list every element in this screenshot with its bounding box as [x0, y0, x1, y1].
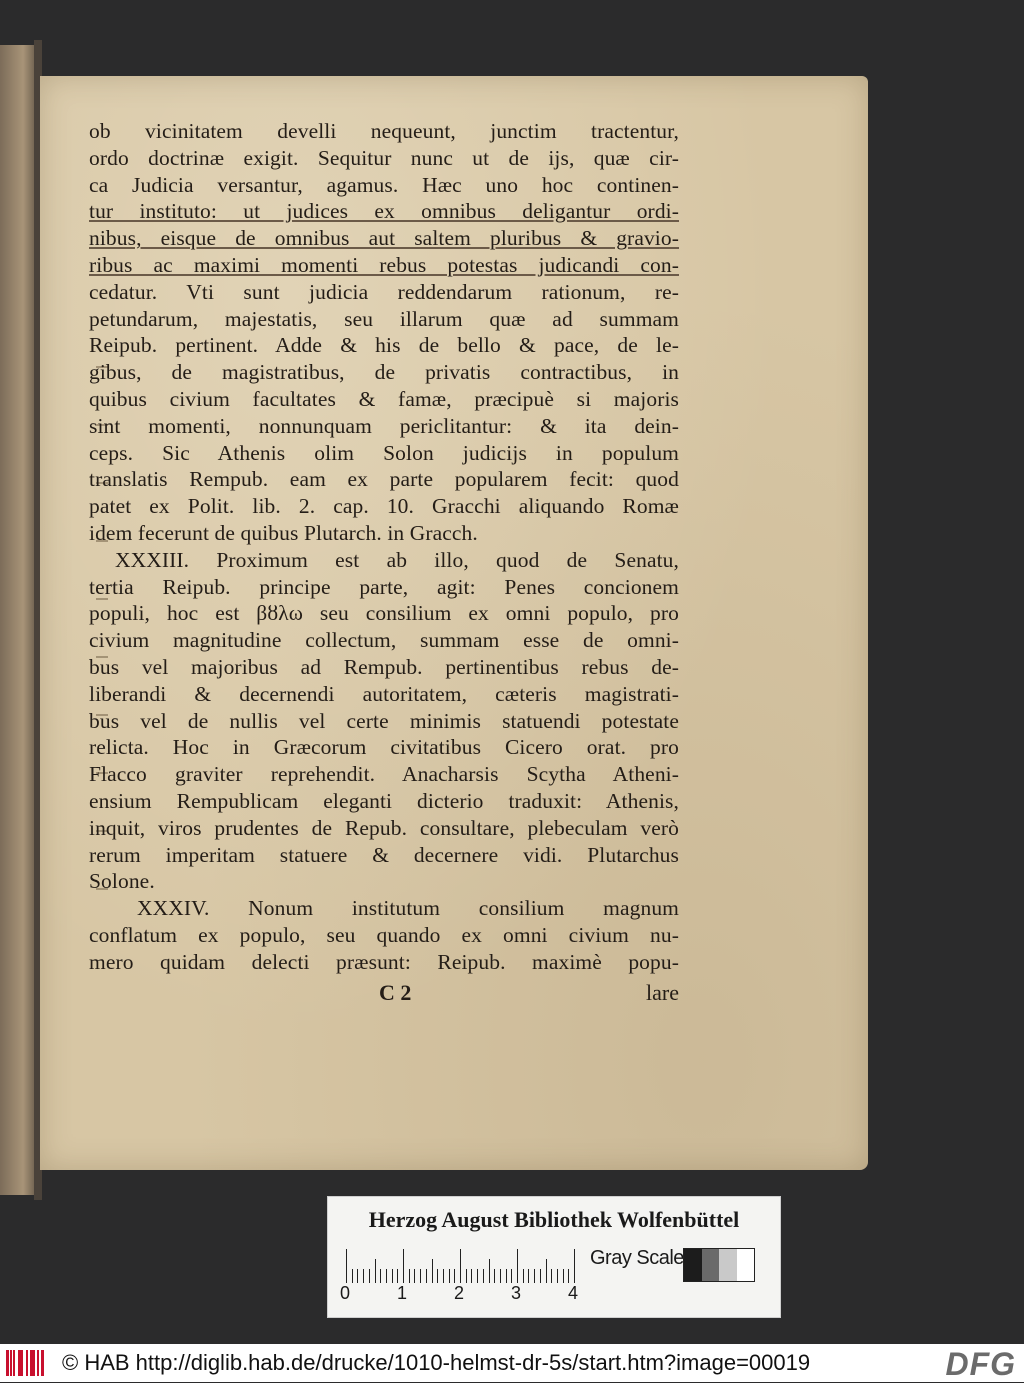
- text-line: Reipub. pertinent. Adde & his de bello & pace, de le-: [89, 333, 679, 358]
- ruler-tick: [454, 1269, 455, 1283]
- text-line: bus vel majoribus ad Rempub. pertinentibus rebus de-: [89, 654, 679, 679]
- ruler-tick: [363, 1269, 364, 1283]
- ruler-tick: [483, 1269, 484, 1283]
- text-line: translatis Rempub. eam ex parte popularem fecit: quod: [89, 467, 679, 492]
- ruler-tick: [489, 1259, 490, 1283]
- text-line: tertia Reipub. principe parte, agit: Penes concionem: [89, 574, 679, 599]
- ruler-label: 1: [397, 1283, 408, 1303]
- card-title: Herzog August Bibliothek Wolfenbüttel: [368, 1207, 740, 1232]
- gray-swatch-cell: [684, 1249, 702, 1281]
- ruler-tick: [557, 1269, 558, 1283]
- ruler-tick: [546, 1259, 547, 1283]
- ruler-tick: [409, 1269, 410, 1283]
- ruler-tick: [574, 1249, 575, 1283]
- text-line: ensium Rempublicam eleganti dicterio traduxit: Athenis,: [89, 788, 679, 813]
- barcode-bar: [33, 1350, 35, 1376]
- ruler-tick: [432, 1259, 433, 1283]
- text-line: petundarum, majestatis, seu illarum quæ ad summam: [89, 306, 679, 331]
- text-line: ceps. Sic Athenis olim Solon judicijs in populum: [89, 440, 679, 465]
- catchword: lare: [646, 980, 679, 1005]
- ruler-tick: [380, 1269, 381, 1283]
- ruler-tick: [534, 1269, 535, 1283]
- ruler-tick: [403, 1249, 404, 1283]
- text-line: civium magnitudine collectum, summam esse de omni-: [89, 628, 679, 653]
- text-line: mero quidam delecti præsunt: Reipub. maximè popu-: [89, 949, 679, 974]
- text-line: rerum imperitam statuere & decernere vidi. Plutarchus: [89, 842, 679, 867]
- text-line: patet ex Polit. lib. 2. cap. 10. Gracchi aliquando Romæ: [89, 494, 679, 519]
- cm-ruler: [346, 1247, 578, 1283]
- text-line: ribus ac maximi momenti rebus potestas judicandi con-: [89, 252, 679, 277]
- text-line: conflatum ex populo, seu quando ex omni civium nu-: [89, 922, 679, 947]
- barcode-bar: [13, 1350, 15, 1376]
- ruler-tick: [357, 1269, 358, 1283]
- ruler-tick: [540, 1269, 541, 1283]
- ruler-tick: [523, 1269, 524, 1283]
- barcode-icon: [6, 1350, 46, 1376]
- text-line: XXXIV. Nonum institutum consilium magnum: [137, 896, 679, 921]
- ruler-tick: [369, 1269, 370, 1283]
- ruler-tick: [551, 1269, 552, 1283]
- gray-swatch-cell: [719, 1249, 737, 1281]
- viewer-footer: [0, 1344, 1024, 1382]
- ruler-labels: [340, 1283, 600, 1307]
- barcode-bar: [10, 1350, 12, 1376]
- ruler-tick: [460, 1249, 461, 1283]
- text-line: XXXIII. Proximum est ab illo, quod de Senatu,: [115, 547, 679, 572]
- text-line: idem fecerunt de quibus Plutarch. in Gracch.: [89, 520, 478, 545]
- text-line: bus vel de nullis vel certe minimis statuendi potestate: [89, 708, 679, 733]
- gray-swatch-cell: [702, 1249, 720, 1281]
- ruler-tick: [426, 1269, 427, 1283]
- text-line: cedatur. Vti sunt judicia reddendarum rationum, re-: [89, 279, 679, 304]
- text-line: ob vicinitatem develli nequeunt, junctim tractentur,: [89, 119, 679, 143]
- ruler-tick: [471, 1269, 472, 1283]
- ruler-tick: [568, 1269, 569, 1283]
- ruler-tick: [506, 1269, 507, 1283]
- ruler-tick: [386, 1269, 387, 1283]
- barcode-bar: [21, 1350, 23, 1376]
- text-line: liberandi & decernendi autoritatem, cæteris magistrati-: [89, 681, 679, 706]
- text-line: sint momenti, nonnunquam periclitantur: & ita dein-: [89, 413, 679, 438]
- ruler-tick: [466, 1269, 467, 1283]
- ruler-tick: [437, 1269, 438, 1283]
- gray-scale-swatch: [683, 1248, 755, 1282]
- page-footer-line: [89, 980, 679, 1010]
- barcode-bar: [26, 1350, 28, 1376]
- ruler-tick: [414, 1269, 415, 1283]
- ruler-tick: [443, 1269, 444, 1283]
- text-line: ca Judicia versantur, agamus. Hæc uno hoc continen-: [89, 172, 679, 197]
- ruler-label: 4: [568, 1283, 579, 1303]
- text-line: Flacco graviter reprehendit. Anacharsis Scytha Atheni-: [89, 762, 679, 787]
- barcode-bar: [6, 1350, 9, 1376]
- ruler-label: 3: [511, 1283, 522, 1303]
- ruler-tick: [477, 1269, 478, 1283]
- text-line: quibus civium facultates & famæ, præcipuè si majoris: [89, 386, 679, 411]
- ruler-tick: [511, 1269, 512, 1283]
- ruler-tick: [500, 1269, 501, 1283]
- ruler-label: 0: [340, 1283, 351, 1303]
- text-line: Solone.: [89, 869, 155, 894]
- barcode-bar: [41, 1350, 44, 1376]
- ruler-tick: [352, 1269, 353, 1283]
- ruler-label: 2: [454, 1283, 465, 1303]
- ruler-tick: [346, 1249, 347, 1283]
- ruler-tick: [517, 1249, 518, 1283]
- copyright-url[interactable]: © HAB http://diglib.hab.de/drucke/1010-helmst-dr-5s/start.htm?image=00019: [62, 1350, 811, 1375]
- text-line: gibus, de magistratibus, de privatis contractibus, in: [89, 360, 679, 385]
- text-line: inquit, viros prudentes de Repub. consultare, plebeculam verò: [89, 815, 679, 840]
- signature-mark: C 2: [379, 980, 412, 1005]
- ruler-tick: [494, 1269, 495, 1283]
- gray-swatch-cell: [737, 1249, 755, 1281]
- text-line: nibus, eisque de omnibus aut saltem pluribus & gravio-: [89, 226, 679, 251]
- text-line: ordo doctrinæ exigit. Sequitur nunc ut de ijs, quæ cir-: [89, 145, 679, 170]
- color-calibration-card: [327, 1196, 781, 1318]
- ruler-tick: [397, 1269, 398, 1283]
- text-line: tur instituto: ut judices ex omnibus deligantur ordi-: [89, 199, 679, 224]
- dfg-logo: DFG: [945, 1346, 1016, 1382]
- ruler-tick: [375, 1259, 376, 1283]
- text-line: populi, hoc est βȣλω seu consilium ex omni populo, pro: [89, 601, 679, 626]
- ruler-tick: [420, 1269, 421, 1283]
- ruler-tick: [563, 1269, 564, 1283]
- ruler-tick: [528, 1269, 529, 1283]
- ruler-tick: [449, 1269, 450, 1283]
- text-line: relicta. Hoc in Græcorum civitatibus Cicero orat. pro: [89, 735, 679, 760]
- page-text: [89, 118, 679, 976]
- ruler-tick: [392, 1269, 393, 1283]
- gray-scale-label: Gray Scale: [590, 1247, 684, 1269]
- barcode-bar: [37, 1350, 39, 1376]
